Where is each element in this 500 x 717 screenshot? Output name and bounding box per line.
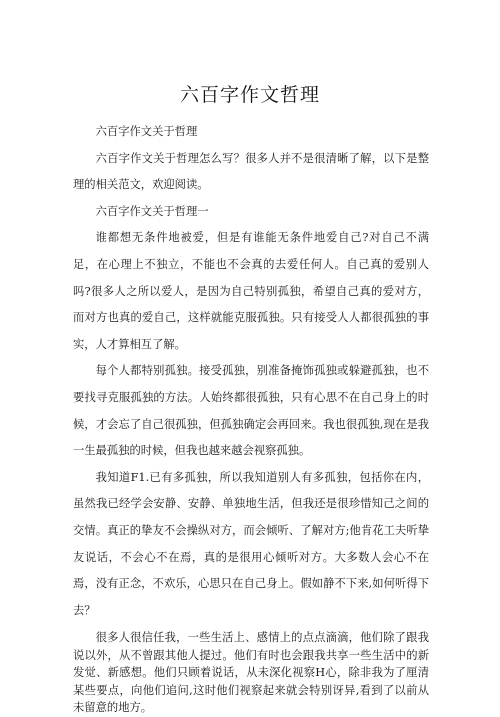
document-body [73,119,429,717]
paragraph-subtitle: 六百字作文关于哲理 [95,125,198,138]
document-title: 六百字作文哲理 [179,84,320,106]
paragraph-body: 每个人都特别孤独。接受孤独，别准备掩饰孤独或躲避孤独，也不要找寻克服孤独的方法。人始终都很孤独，只有心思不在自己身上的时候，才会忘了自己很孤独，但孤独确定会再回来。我也很孤独,现在是我一生最孤独的时候，但我也越来越会视察孤独。 [73,364,429,458]
paragraph-section-heading: 六百字作文关于哲理一 [95,204,209,218]
paragraph-body: 谁都想无条件地被爱，但是有谁能无条件地爱自己?对自己不满足，在心理上不独立，不能也不会真的去爱任何人。自己真的爱别人吗?很多人之所以爱人，是因为自己特别孤独，希望自己真的爱对方，而对方也真的爱自己，这样就能克服孤独。只有接受人人都很孤独的事实，人才算相互了解。 [73,231,429,351]
paragraph-intro: 六百字作文关于哲理怎么写？很多人并不是很清晰了解，以下是整理的相关范文，欢迎阅读。 [73,151,429,192]
paragraph-body: 我知道F1.已有多孤独，所以我知道别人有多孤独，包括你在内，虽然我已经学会安静、安静、单独地生活，但我还是很珍惜知己之间的交情。真正的挚友不会操纵对方，而会倾听、了解对方;他肯花工夫听挚友说话，不会心不在焉，真的是很用心倾听对方。大多数人会心不在焉，没有正念，不欢乐，心思只在自己身上。假如静不下来,如何听得下去？ [73,470,429,617]
paragraph-body: 很多人很信任我，一些生活上、感情上的点点滴滴，他们除了跟我说以外，从不曾跟其他人提过。他们有时也会跟我共享一些生活中的新发觉、新感想。他们只顾着说话，从未深化视察H心，除非我为了厘清某些要点，向他们追问,这时他们视察起来就会特别讶异,看到了以前从未留意的地方。 [73,631,429,715]
